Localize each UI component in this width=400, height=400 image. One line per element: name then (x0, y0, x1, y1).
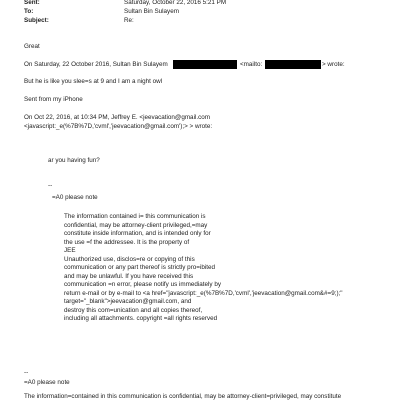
note-line: =A0 please note (24, 379, 70, 386)
disclaimer-line: The information contained i= this communication is (64, 213, 206, 220)
signature-dash: -- (48, 182, 53, 189)
disclaimer-block (64, 213, 343, 324)
disclaimer-line: destroy this com=unication and all copies thereof, (64, 306, 203, 314)
disclaimer-line: constitute inside information, and is intended only for (64, 230, 211, 237)
sent-label: Sent: (24, 0, 40, 6)
disclaimer-line: communication or any part thereof is strictly pro=ibited (64, 264, 216, 271)
disclaimer-line: the use =f the addressee. It is the property of (64, 238, 190, 246)
sent-value: Saturday, October 22, 2016 5:21 PM (124, 0, 227, 6)
disclaimer-line: communication =n error, please notify us immediately by (64, 281, 221, 288)
disclaimer-line: and may be unlawful. If you have received this (64, 272, 194, 280)
disclaimer-line: confidential, may be attorney-client privileged,=may (64, 221, 208, 229)
greeting: Great (24, 43, 40, 50)
footer-line: The information=contained in this communication is confidential, may be attorney-client=privileged, may constitute (24, 393, 342, 400)
subject-value: Re: (124, 17, 134, 24)
signature-dash: -- (24, 369, 29, 376)
redaction-box (173, 60, 237, 69)
subject-label: Subject: (24, 17, 49, 24)
to-label: To: (24, 8, 34, 15)
disclaimer-line: target="_blank">jeevacation@gmail.com, and (64, 298, 192, 305)
disclaimer-line: return e-mail or by e-mail to <a href="javascript:_e(%7B%7D,'cvml','jeevacation@gmail.com&#=9;);" (64, 289, 343, 297)
to-value: Sultan Bin Sulayem (124, 8, 179, 15)
note-line: =A0 please note (52, 194, 98, 201)
quote1-prefix: On Saturday, 22 October 2016, Sultan Bin Sulayem (24, 61, 168, 68)
body-line: Sent from my iPhone (24, 96, 83, 103)
disclaimer-line: JEE (64, 247, 76, 254)
quote1-suffix: > wrote: (322, 61, 345, 68)
question-line: ar you having fun? (48, 157, 100, 164)
body-line: But he is like you slee=s at 9 and I am a night owl (24, 78, 163, 85)
disclaimer-line: Unauthorized use, disclos=re or copying of this (64, 255, 195, 263)
quote2-line: On Oct 22, 2016, at 10:34 PM, Jeffrey E. <jeevacation@gmail.com (24, 114, 211, 121)
disclaimer-line: including all attachments. copyright =all rights reserved (64, 315, 218, 322)
quote1-mailto: <mailto: (240, 61, 263, 68)
redaction-box (265, 60, 321, 69)
quote2-line: <javascript:_e(%7B%7D,'cvml','jeevacation@gmail.com');> > wrote: (24, 123, 213, 130)
